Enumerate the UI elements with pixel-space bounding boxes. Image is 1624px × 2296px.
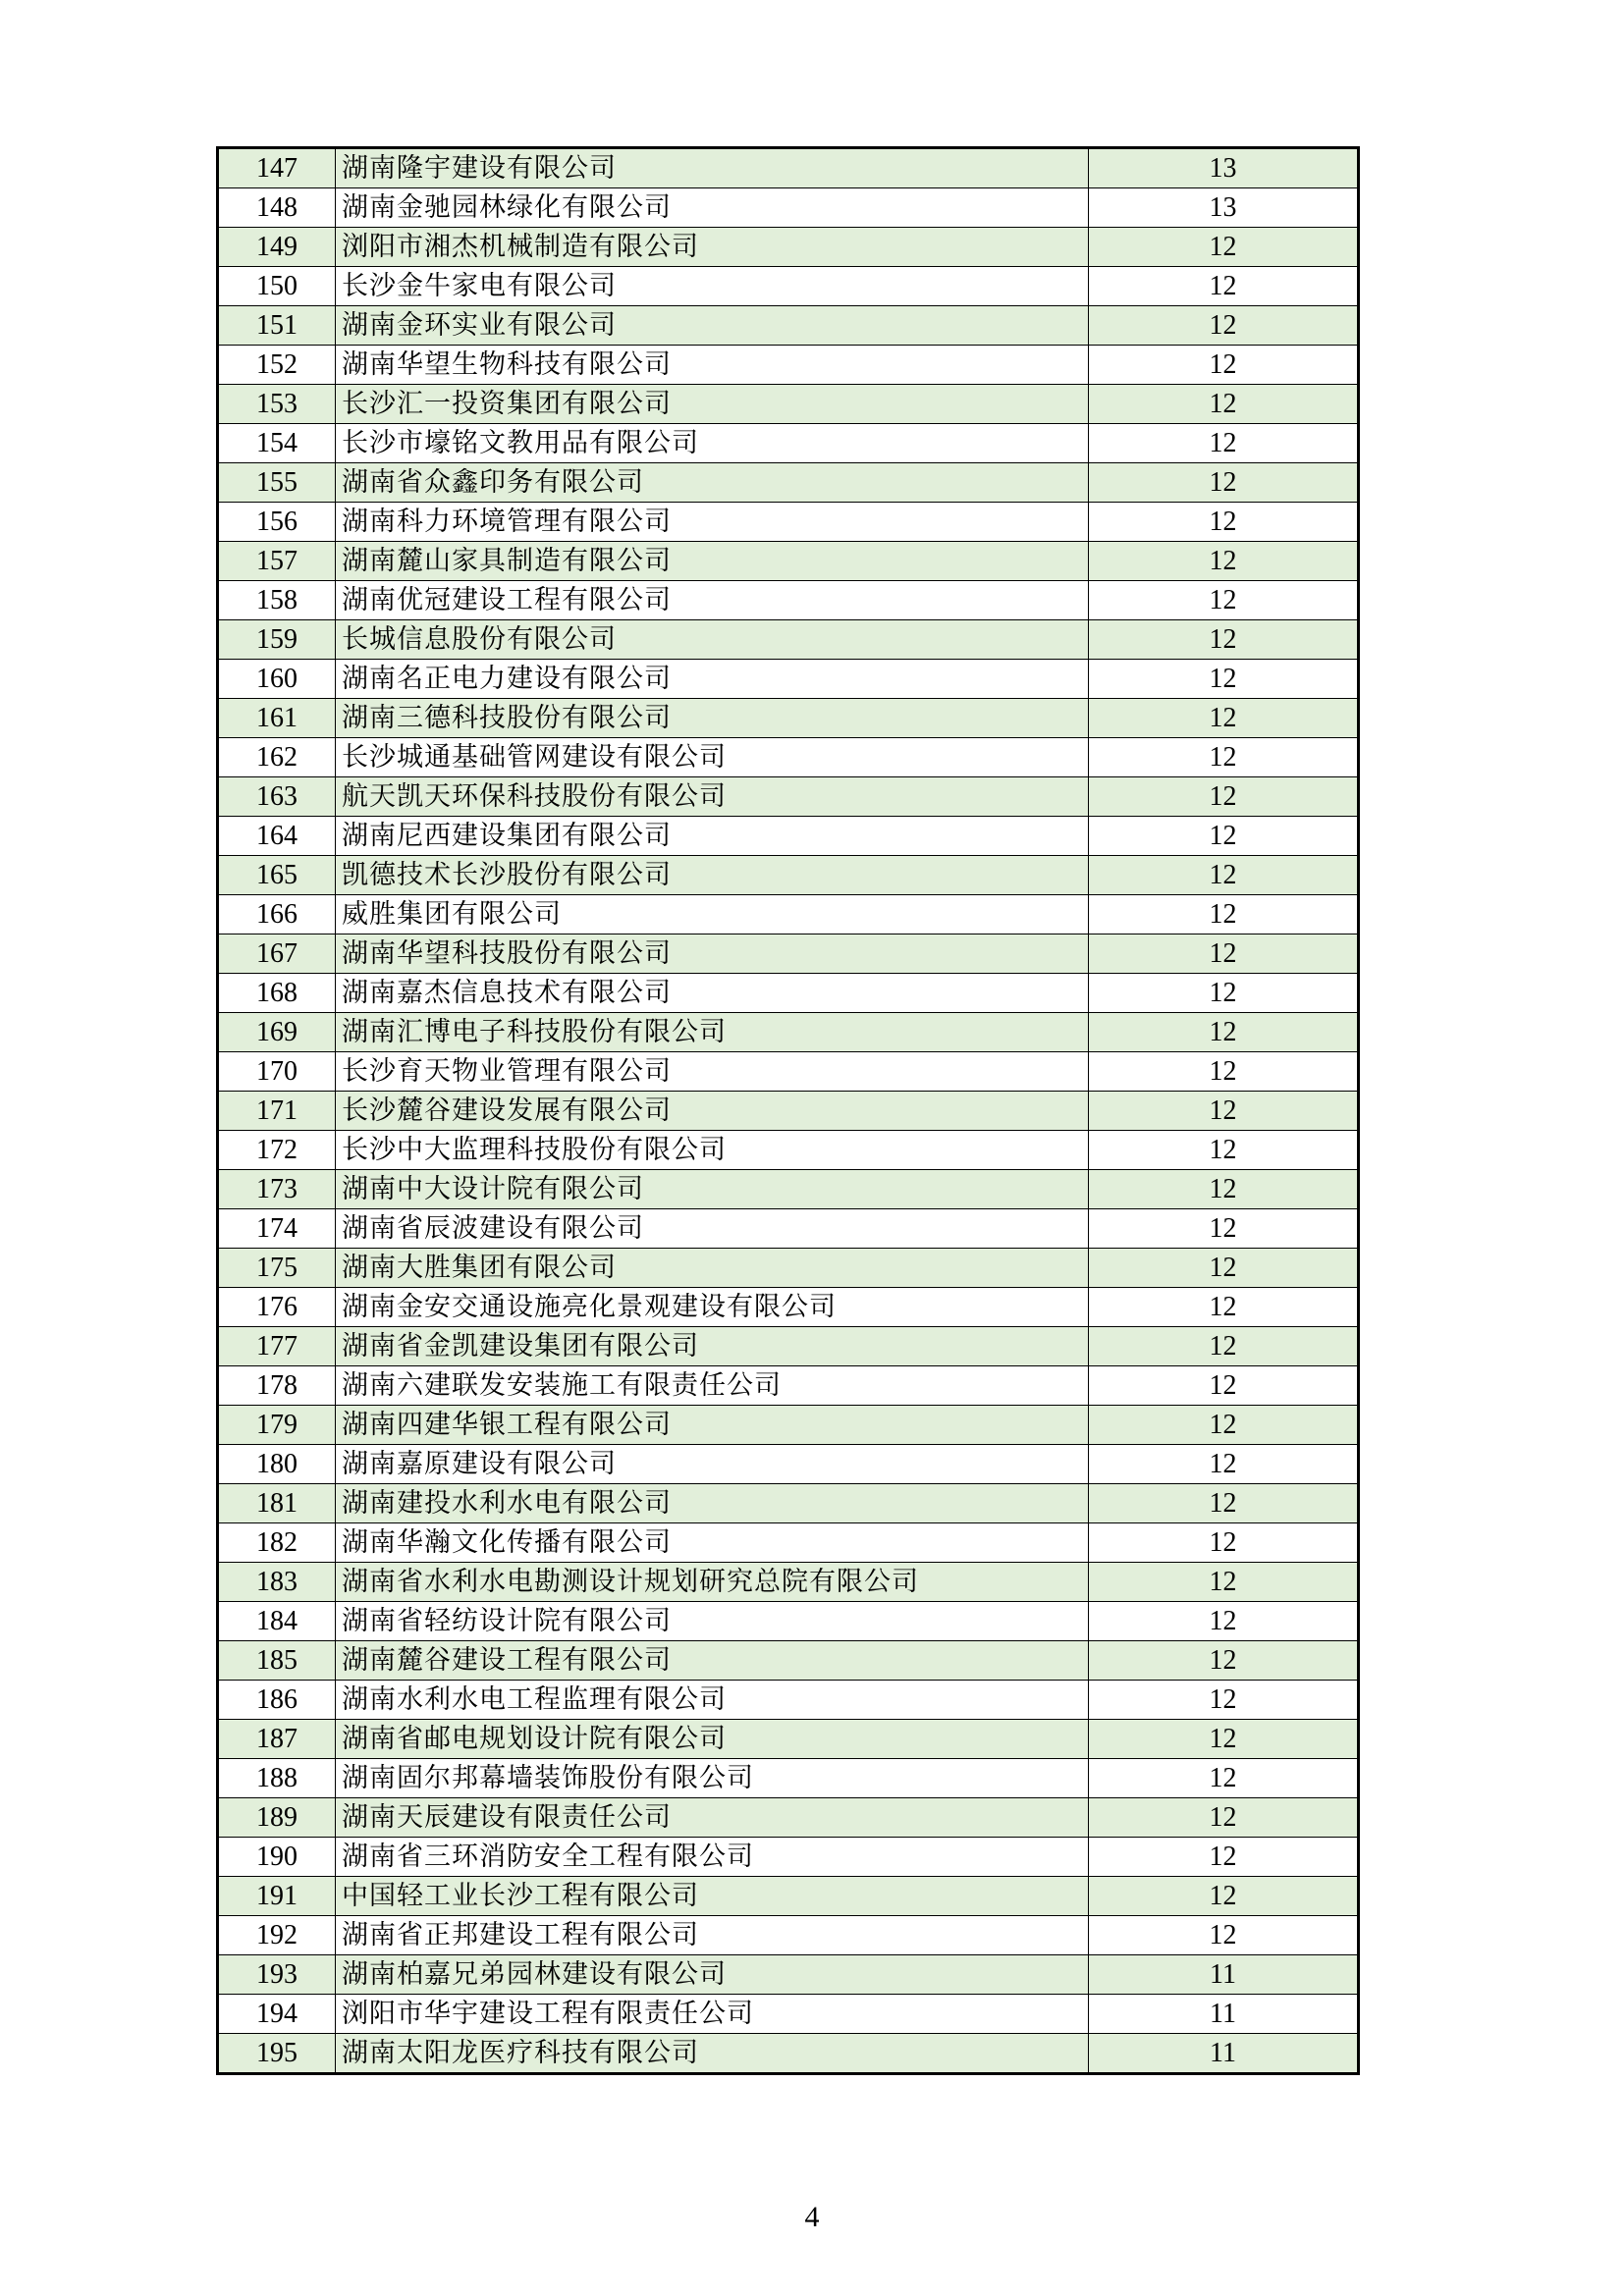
row-number-cell: 150	[218, 267, 336, 306]
row-number-cell: 165	[218, 856, 336, 895]
row-number-cell: 161	[218, 699, 336, 738]
company-name-cell: 湖南金驰园林绿化有限公司	[336, 188, 1089, 228]
row-number-cell: 172	[218, 1131, 336, 1170]
row-number-cell: 166	[218, 895, 336, 934]
row-number-cell: 188	[218, 1759, 336, 1798]
value-cell: 12	[1089, 620, 1359, 660]
row-number-cell: 184	[218, 1602, 336, 1641]
company-name-cell: 湖南太阳龙医疗科技有限公司	[336, 2034, 1089, 2074]
value-cell: 12	[1089, 660, 1359, 699]
table-row	[218, 1013, 1359, 1052]
company-name-cell: 湖南六建联发安装施工有限责任公司	[336, 1366, 1089, 1406]
value-cell: 12	[1089, 895, 1359, 934]
company-name-cell: 湖南省三环消防安全工程有限公司	[336, 1838, 1089, 1877]
value-cell: 12	[1089, 1209, 1359, 1249]
row-number-cell: 163	[218, 777, 336, 817]
table-row	[218, 1445, 1359, 1484]
company-name-cell: 湖南大胜集团有限公司	[336, 1249, 1089, 1288]
row-number-cell: 186	[218, 1681, 336, 1720]
company-name-cell: 湖南省邮电规划设计院有限公司	[336, 1720, 1089, 1759]
value-cell: 12	[1089, 306, 1359, 346]
value-cell: 12	[1089, 974, 1359, 1013]
company-name-cell: 长沙中大监理科技股份有限公司	[336, 1131, 1089, 1170]
value-cell: 12	[1089, 1131, 1359, 1170]
company-name-cell: 长沙汇一投资集团有限公司	[336, 385, 1089, 424]
company-table	[216, 146, 1360, 2075]
company-table-body	[218, 148, 1359, 2074]
company-name-cell: 湖南三德科技股份有限公司	[336, 699, 1089, 738]
table-row	[218, 1327, 1359, 1366]
value-cell: 12	[1089, 1720, 1359, 1759]
company-name-cell: 中国轻工业长沙工程有限公司	[336, 1877, 1089, 1916]
company-name-cell: 航天凯天环保科技股份有限公司	[336, 777, 1089, 817]
company-name-cell: 湖南省正邦建设工程有限公司	[336, 1916, 1089, 1955]
row-number-cell: 175	[218, 1249, 336, 1288]
table-row	[218, 1563, 1359, 1602]
table-row	[218, 934, 1359, 974]
company-name-cell: 湖南省轻纺设计院有限公司	[336, 1602, 1089, 1641]
table-row	[218, 346, 1359, 385]
value-cell: 12	[1089, 1013, 1359, 1052]
row-number-cell: 176	[218, 1288, 336, 1327]
company-name-cell: 湖南名正电力建设有限公司	[336, 660, 1089, 699]
value-cell: 11	[1089, 1955, 1359, 1995]
value-cell: 12	[1089, 503, 1359, 542]
value-cell: 12	[1089, 699, 1359, 738]
table-row	[218, 1131, 1359, 1170]
value-cell: 12	[1089, 228, 1359, 267]
company-name-cell: 湖南省辰波建设有限公司	[336, 1209, 1089, 1249]
row-number-cell: 179	[218, 1406, 336, 1445]
value-cell: 12	[1089, 1170, 1359, 1209]
table-row	[218, 1249, 1359, 1288]
company-name-cell: 湖南华望科技股份有限公司	[336, 934, 1089, 974]
table-row	[218, 228, 1359, 267]
company-name-cell: 湖南省水利水电勘测设计规划研究总院有限公司	[336, 1563, 1089, 1602]
company-name-cell: 湖南天辰建设有限责任公司	[336, 1798, 1089, 1838]
company-name-cell: 湖南建投水利水电有限公司	[336, 1484, 1089, 1523]
table-row	[218, 267, 1359, 306]
table-row	[218, 581, 1359, 620]
value-cell: 12	[1089, 346, 1359, 385]
company-name-cell: 湖南中大设计院有限公司	[336, 1170, 1089, 1209]
company-name-cell: 威胜集团有限公司	[336, 895, 1089, 934]
value-cell: 12	[1089, 777, 1359, 817]
company-name-cell: 湖南固尔邦幕墙装饰股份有限公司	[336, 1759, 1089, 1798]
value-cell: 12	[1089, 463, 1359, 503]
company-name-cell: 湖南嘉原建设有限公司	[336, 1445, 1089, 1484]
value-cell: 12	[1089, 1092, 1359, 1131]
value-cell: 12	[1089, 424, 1359, 463]
row-number-cell: 167	[218, 934, 336, 974]
table-row	[218, 1092, 1359, 1131]
row-number-cell: 190	[218, 1838, 336, 1877]
row-number-cell: 168	[218, 974, 336, 1013]
table-row	[218, 1877, 1359, 1916]
company-name-cell: 湖南金安交通设施亮化景观建设有限公司	[336, 1288, 1089, 1327]
table-row	[218, 1366, 1359, 1406]
table-row	[218, 1170, 1359, 1209]
company-name-cell: 湖南金环实业有限公司	[336, 306, 1089, 346]
row-number-cell: 195	[218, 2034, 336, 2074]
value-cell: 12	[1089, 1563, 1359, 1602]
value-cell: 12	[1089, 1877, 1359, 1916]
table-row	[218, 1484, 1359, 1523]
table-row	[218, 1916, 1359, 1955]
value-cell: 12	[1089, 581, 1359, 620]
value-cell: 12	[1089, 1523, 1359, 1563]
row-number-cell: 178	[218, 1366, 336, 1406]
company-name-cell: 浏阳市华宇建设工程有限责任公司	[336, 1995, 1089, 2034]
value-cell: 12	[1089, 934, 1359, 974]
table-row	[218, 895, 1359, 934]
value-cell: 12	[1089, 1916, 1359, 1955]
row-number-cell: 170	[218, 1052, 336, 1092]
table-row	[218, 1523, 1359, 1563]
company-name-cell: 湖南水利水电工程监理有限公司	[336, 1681, 1089, 1720]
value-cell: 12	[1089, 1759, 1359, 1798]
table-row	[218, 856, 1359, 895]
row-number-cell: 194	[218, 1995, 336, 2034]
company-name-cell: 湖南优冠建设工程有限公司	[336, 581, 1089, 620]
value-cell: 13	[1089, 188, 1359, 228]
table-row	[218, 1641, 1359, 1681]
row-number-cell: 177	[218, 1327, 336, 1366]
company-name-cell: 长沙麓谷建设发展有限公司	[336, 1092, 1089, 1131]
company-name-cell: 湖南麓山家具制造有限公司	[336, 542, 1089, 581]
row-number-cell: 192	[218, 1916, 336, 1955]
row-number-cell: 173	[218, 1170, 336, 1209]
table-row	[218, 1720, 1359, 1759]
row-number-cell: 187	[218, 1720, 336, 1759]
company-name-cell: 湖南四建华银工程有限公司	[336, 1406, 1089, 1445]
table-row	[218, 1209, 1359, 1249]
table-row	[218, 2034, 1359, 2074]
table-row	[218, 1995, 1359, 2034]
company-name-cell: 湖南科力环境管理有限公司	[336, 503, 1089, 542]
row-number-cell: 164	[218, 817, 336, 856]
table-row	[218, 974, 1359, 1013]
table-row	[218, 385, 1359, 424]
value-cell: 12	[1089, 1406, 1359, 1445]
value-cell: 11	[1089, 2034, 1359, 2074]
row-number-cell: 185	[218, 1641, 336, 1681]
row-number-cell: 158	[218, 581, 336, 620]
table-row	[218, 1759, 1359, 1798]
table-row	[218, 188, 1359, 228]
company-name-cell: 浏阳市湘杰机械制造有限公司	[336, 228, 1089, 267]
company-name-cell: 长沙金牛家电有限公司	[336, 267, 1089, 306]
table-row	[218, 1288, 1359, 1327]
value-cell: 12	[1089, 1484, 1359, 1523]
value-cell: 12	[1089, 542, 1359, 581]
table-row	[218, 1406, 1359, 1445]
value-cell: 13	[1089, 148, 1359, 188]
value-cell: 12	[1089, 1249, 1359, 1288]
row-number-cell: 152	[218, 346, 336, 385]
table-row	[218, 148, 1359, 188]
value-cell: 12	[1089, 1288, 1359, 1327]
company-name-cell: 湖南隆宇建设有限公司	[336, 148, 1089, 188]
table-row	[218, 1955, 1359, 1995]
table-row	[218, 463, 1359, 503]
row-number-cell: 169	[218, 1013, 336, 1052]
company-name-cell: 长沙育天物业管理有限公司	[336, 1052, 1089, 1092]
row-number-cell: 160	[218, 660, 336, 699]
value-cell: 12	[1089, 1327, 1359, 1366]
table-row	[218, 817, 1359, 856]
table-row	[218, 738, 1359, 777]
row-number-cell: 162	[218, 738, 336, 777]
row-number-cell: 147	[218, 148, 336, 188]
value-cell: 12	[1089, 1602, 1359, 1641]
value-cell: 12	[1089, 1798, 1359, 1838]
value-cell: 12	[1089, 738, 1359, 777]
table-row	[218, 503, 1359, 542]
company-name-cell: 湖南华望生物科技有限公司	[336, 346, 1089, 385]
table-row	[218, 699, 1359, 738]
row-number-cell: 189	[218, 1798, 336, 1838]
value-cell: 12	[1089, 385, 1359, 424]
value-cell: 12	[1089, 1641, 1359, 1681]
table-row	[218, 1052, 1359, 1092]
value-cell: 12	[1089, 817, 1359, 856]
table-row	[218, 1681, 1359, 1720]
company-name-cell: 长沙城通基础管网建设有限公司	[336, 738, 1089, 777]
value-cell: 12	[1089, 1838, 1359, 1877]
table-row	[218, 620, 1359, 660]
company-table-container	[216, 146, 1357, 2075]
row-number-cell: 191	[218, 1877, 336, 1916]
company-name-cell: 湖南柏嘉兄弟园林建设有限公司	[336, 1955, 1089, 1995]
row-number-cell: 193	[218, 1955, 336, 1995]
row-number-cell: 154	[218, 424, 336, 463]
row-number-cell: 159	[218, 620, 336, 660]
company-name-cell: 湖南尼西建设集团有限公司	[336, 817, 1089, 856]
row-number-cell: 155	[218, 463, 336, 503]
company-name-cell: 长沙市壕铭文教用品有限公司	[336, 424, 1089, 463]
value-cell: 12	[1089, 856, 1359, 895]
company-name-cell: 湖南嘉杰信息技术有限公司	[336, 974, 1089, 1013]
table-row	[218, 542, 1359, 581]
table-row	[218, 660, 1359, 699]
company-name-cell: 凯德技术长沙股份有限公司	[336, 856, 1089, 895]
row-number-cell: 157	[218, 542, 336, 581]
company-name-cell: 湖南省众鑫印务有限公司	[336, 463, 1089, 503]
company-name-cell: 湖南汇博电子科技股份有限公司	[336, 1013, 1089, 1052]
row-number-cell: 181	[218, 1484, 336, 1523]
row-number-cell: 183	[218, 1563, 336, 1602]
row-number-cell: 174	[218, 1209, 336, 1249]
table-row	[218, 1838, 1359, 1877]
value-cell: 12	[1089, 1052, 1359, 1092]
row-number-cell: 151	[218, 306, 336, 346]
page-number: 4	[804, 2201, 820, 2233]
table-row	[218, 1798, 1359, 1838]
table-row	[218, 306, 1359, 346]
row-number-cell: 153	[218, 385, 336, 424]
value-cell: 12	[1089, 1366, 1359, 1406]
company-name-cell: 长城信息股份有限公司	[336, 620, 1089, 660]
value-cell: 11	[1089, 1995, 1359, 2034]
value-cell: 12	[1089, 1445, 1359, 1484]
row-number-cell: 182	[218, 1523, 336, 1563]
table-row	[218, 424, 1359, 463]
table-row	[218, 777, 1359, 817]
value-cell: 12	[1089, 267, 1359, 306]
company-name-cell: 湖南省金凯建设集团有限公司	[336, 1327, 1089, 1366]
row-number-cell: 149	[218, 228, 336, 267]
company-name-cell: 湖南麓谷建设工程有限公司	[336, 1641, 1089, 1681]
row-number-cell: 148	[218, 188, 336, 228]
company-name-cell: 湖南华瀚文化传播有限公司	[336, 1523, 1089, 1563]
row-number-cell: 171	[218, 1092, 336, 1131]
table-row	[218, 1602, 1359, 1641]
row-number-cell: 156	[218, 503, 336, 542]
row-number-cell: 180	[218, 1445, 336, 1484]
value-cell: 12	[1089, 1681, 1359, 1720]
